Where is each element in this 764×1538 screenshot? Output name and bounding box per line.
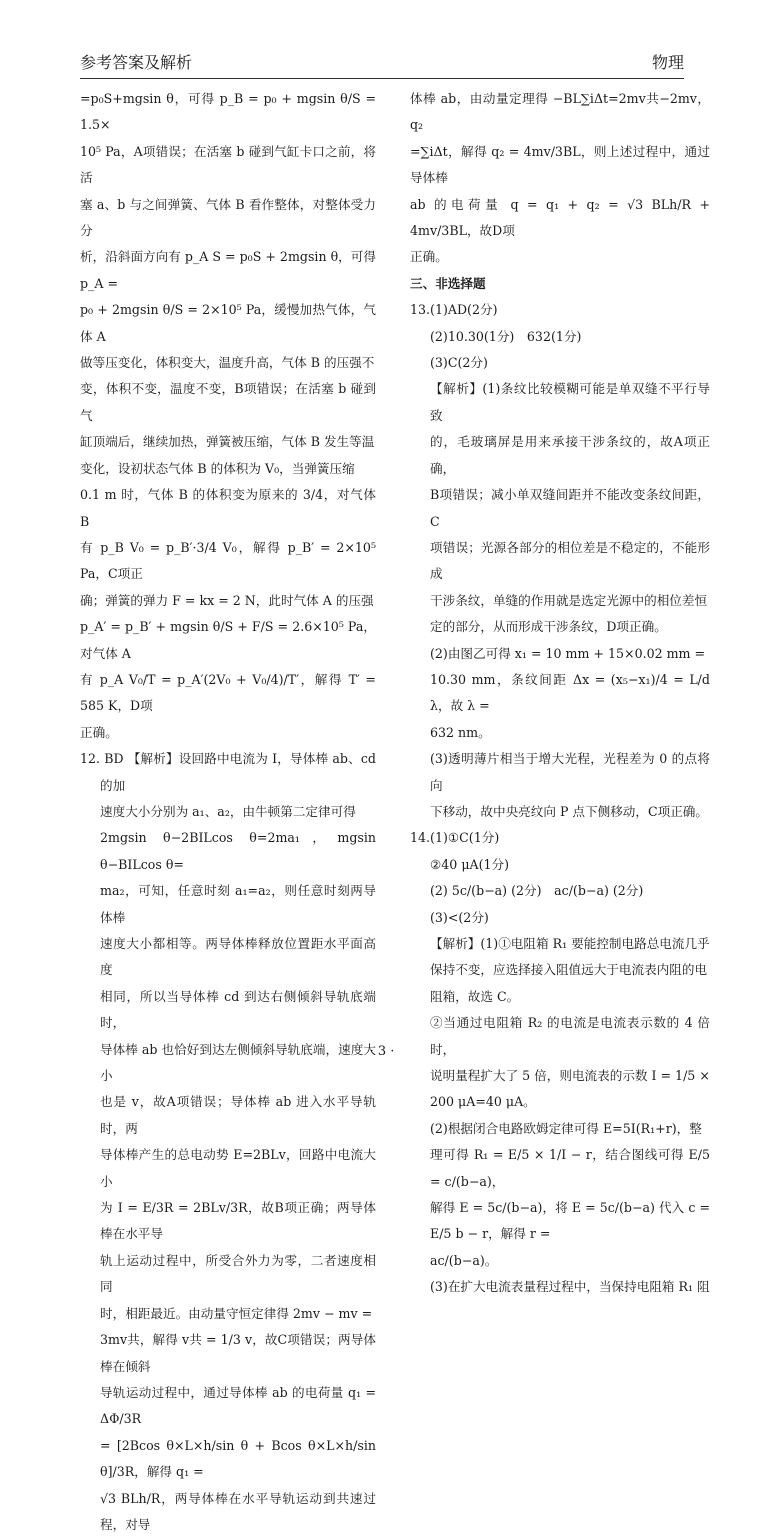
text-line: 阻箱，故选 C。 <box>430 988 520 1004</box>
text-line: 10.30 mm，条纹间距 Δx = (x₅−x₁)/4 = L/d λ，故 λ = <box>430 671 710 714</box>
text-line: 导体棒 ab 也恰好到达左侧倾斜导轨底端，速度大小 <box>100 1041 376 1084</box>
text-line: 有 p_A V₀/T = p_A′(2V₀ + V₀/4)/T′，解得 T′ = 585 K，D项 <box>80 671 376 714</box>
text-line: 3mv共，解得 v共 = 1/3 v，故C项错误；两导体棒在倾斜 <box>100 1332 376 1374</box>
text-line: ②40 μA(1分) <box>430 856 510 872</box>
text-line: 项错误；光源各部分的相位差是不稳定的，不能形成 <box>430 539 710 582</box>
text-line: 干涉条纹，单缝的作用就是选定光源中的相位差恒 <box>430 592 708 608</box>
text-line: 10⁵ Pa，A项错误；在活塞 b 碰到气缸卡口之前，将活 <box>80 143 376 186</box>
header-title: 参考答案及解析 <box>80 53 193 72</box>
text-line: 14.(1)①C(1分) <box>410 830 500 846</box>
page-number: · 3 · <box>369 1044 395 1059</box>
text-line: 塞 a、b 与之间弹簧、气体 B 看作整体，对整体受力分 <box>80 196 376 239</box>
text-line: 200 μA=40 μA。 <box>430 1094 536 1110</box>
text-line: 【解析】(1)条纹比较模糊可能是单双缝不平行导致 <box>430 381 710 423</box>
text-line: (2)10.30(1分) 632(1分) <box>430 328 582 344</box>
text-line: 为 I = E/3R = 2BLv/3R，故B项正确；两导体棒在水平导 <box>100 1200 376 1242</box>
text-line: (3)在扩大电流表量程过程中，当保持电阻箱 R₁ 阻 <box>430 1279 710 1295</box>
text-line: 三、非选择题 <box>410 275 486 291</box>
text-line: (3)透明薄片相当于增大光程，光程差为 0 的点将向 <box>430 751 710 793</box>
text-line: p₀ + 2mgsin θ/S = 2×10⁵ Pa，缓慢加热气体，气体 A <box>80 302 376 344</box>
text-line: (2)根据闭合电路欧姆定律可得 E=5I(R₁+r)，整 <box>430 1120 702 1136</box>
text-line: (3)<(2分) <box>430 909 489 925</box>
text-line: (2) 5c/(b−a) (2分) ac/(b−a) (2分) <box>430 883 644 899</box>
text-line: 也是 v，故A项错误；导体棒 ab 进入水平导轨时，两 <box>100 1094 376 1136</box>
right-column <box>410 86 710 1301</box>
text-line: B项错误；减小单双缝间距并不能改变条纹间距，C <box>430 487 710 529</box>
text-line: =∑iΔt，解得 q₂ = 4mv/3BL，则上述过程中，通过导体棒 <box>410 143 710 186</box>
text-line: 保持不变，应选择接入阻值远大于电流表内阻的电 <box>430 962 708 978</box>
text-line: 13.(1)AD(2分) <box>410 302 498 318</box>
text-line: ac/(b−a)。 <box>430 1252 498 1268</box>
text-line: (2)由图乙可得 x₁ = 10 mm + 15×0.02 mm = <box>430 645 706 661</box>
text-line: 有 p_B V₀ = p_B′·3/4 V₀，解得 p_B′ = 2×10⁵ Pa，C项正 <box>80 539 376 582</box>
text-line: 速度大小分别为 a₁、a₂，由牛顿第二定律可得 <box>100 803 356 819</box>
text-line: 做等压变化，体积变大，温度升高，气体 B 的压强不 <box>80 355 375 371</box>
text-line: ②当通过电阻箱 R₂ 的电流是电流表示数的 4 倍时， <box>430 1015 710 1057</box>
text-line: 相同，所以当导体棒 cd 到达右侧倾斜导轨底端时， <box>100 988 376 1031</box>
text-line: 0.1 m 时，气体 B 的体积变为原来的 3/4，对气体 B <box>80 487 376 529</box>
text-line: 变化，设初状态气体 B 的体积为 V₀，当弹簧压缩 <box>80 460 355 476</box>
text-line: p_A′ = p_B′ + mgsin θ/S + F/S = 2.6×10⁵ Pa，对气体 A <box>80 619 376 661</box>
text-line: √3 BLh/R，两导体棒在水平导轨运动到共速过程，对导 <box>100 1490 376 1532</box>
text-line: 速度大小都相等。两导体棒释放位置距水平面高度 <box>100 936 376 978</box>
text-line: = [2Bcos θ×L×h/sin θ + Bcos θ×L×h/sin θ]/3R，解得 q₁ = <box>100 1437 376 1480</box>
text-line: 轨上运动过程中，所受合外力为零，二者速度相同 <box>100 1252 376 1295</box>
text-line: ab 的电荷量 q = q₁ + q₂ = √3 BLh/R + 4mv/3BL，故D项 <box>410 196 710 239</box>
text-line: 解得 E = 5c/(b−a)，将 E = 5c/(b−a) 代入 c = E/5 b − r，解得 r = <box>430 1200 710 1242</box>
text-line: 12. BD 【解析】设回路中电流为 I，导体棒 ab、cd 的加 <box>80 751 376 793</box>
page-header <box>80 50 684 78</box>
text-line: 体棒 ab，由动量定理得 −BL∑iΔt=2mv共−2mv，q₂ <box>410 91 710 133</box>
text-line: 说明量程扩大了 5 倍，则电流表的示数 I = 1/5 × <box>430 1068 710 1084</box>
text-line: ma₂，可知，任意时刻 a₁=a₂，则任意时刻两导体棒 <box>100 883 376 925</box>
text-line: =p₀S+mgsin θ，可得 p_B = p₀ + mgsin θ/S = 1.5× <box>80 91 376 133</box>
text-line: 导体棒产生的总电动势 E=2BLv，回路中电流大小 <box>100 1147 376 1189</box>
text-line: 正确。 <box>410 249 448 265</box>
text-line: 的，毛玻璃屏是用来承接干涉条纹的，故A项正确， <box>430 434 710 476</box>
text-line: 定的部分，从而形成干涉条纹，D项正确。 <box>430 619 667 635</box>
text-line: 析，沿斜面方向有 p_A S = p₀S + 2mgsin θ，可得 p_A = <box>80 249 376 291</box>
text-line: 【解析】(1)①电阻箱 R₁ 要能控制电路总电流几乎 <box>430 936 710 951</box>
header-subject: 物理 <box>651 53 684 72</box>
text-line: 理可得 R₁ = E/5 × 1/I − r，结合图线可得 E/5 = c/(b−a)， <box>430 1147 710 1189</box>
text-line: 正确。 <box>80 724 118 740</box>
header-rule <box>80 78 684 79</box>
text-line: 缸顶端后，继续加热，弹簧被压缩，气体 B 发生等温 <box>80 434 375 450</box>
text-line: 导轨运动过程中，通过导体棒 ab 的电荷量 q₁ = ΔΦ/3R <box>100 1384 376 1427</box>
text-line: 下移动，故中央亮纹向 P 点下侧移动，C项正确。 <box>430 803 708 819</box>
text-line: (3)C(2分) <box>430 355 488 371</box>
text-line: 确；弹簧的弹力 F = kx = 2 N，此时气体 A 的压强 <box>80 592 374 608</box>
text-line: 时，相距最近。由动量守恒定律得 2mv − mv = <box>100 1305 373 1321</box>
left-column <box>80 86 376 1538</box>
text-line: 变，体积不变，温度不变，B项错误；在活塞 b 碰到气 <box>80 381 376 423</box>
text-line: 632 nm。 <box>430 724 491 740</box>
text-line: 2mgsin θ−2BILcos θ=2ma₁，mgsin θ−BILcos θ= <box>100 830 376 872</box>
